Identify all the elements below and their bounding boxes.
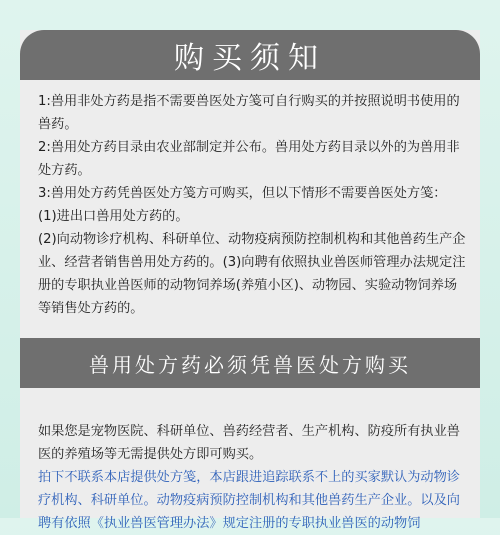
purchase-rules bbox=[38, 90, 468, 320]
section-banner bbox=[20, 338, 480, 388]
rule-item: (2)向动物诊疗机构、科研单位、动物疫病预防控制机构和其他兽药生产企业、经营者销售兽用处方药的。(3)向聘有依照执业兽医师管理办法规定注册的专职执业兽医师的动物饲养场(养殖小区)、动物园、实验动物饲养场等销售处方药的。 bbox=[38, 232, 466, 316]
notice-paragraph: 如果您是宠物医院、科研单位、兽药经营者、生产机构、防疫所有执业兽医的养殖场等无需提供处方即可购买。 bbox=[38, 424, 460, 462]
page-title: 购买须知 bbox=[174, 41, 326, 76]
rule-item: 2:兽用处方药目录由农业部制定并公布。兽用处方药目录以外的为兽用非处方药。 bbox=[38, 140, 460, 178]
rule-item: (1)进出口兽用处方药的。 bbox=[38, 209, 189, 224]
rule-item: 3:兽用处方药凭兽医处方笺方可购买，但以下情形不需要兽医处方笺： bbox=[38, 186, 447, 201]
rule-item: 1:兽用非处方药是指不需要兽医处方笺可自行购买的并按照说明书使用的兽药。 bbox=[38, 94, 460, 132]
section-title: 兽用处方药必须凭兽医处方购买 bbox=[89, 352, 411, 377]
notice-highlight: 拍下不联系本店提供处方笺，本店跟进追踪联系不上的买家默认为动物诊疗机构、科研单位。动物疫病预防控制机构和其他兽药生产企业。以及向聘有依照《执业兽医管理办法》规定注册的专职执业兽医的动物饲 bbox=[38, 470, 460, 531]
title-banner bbox=[20, 30, 480, 80]
